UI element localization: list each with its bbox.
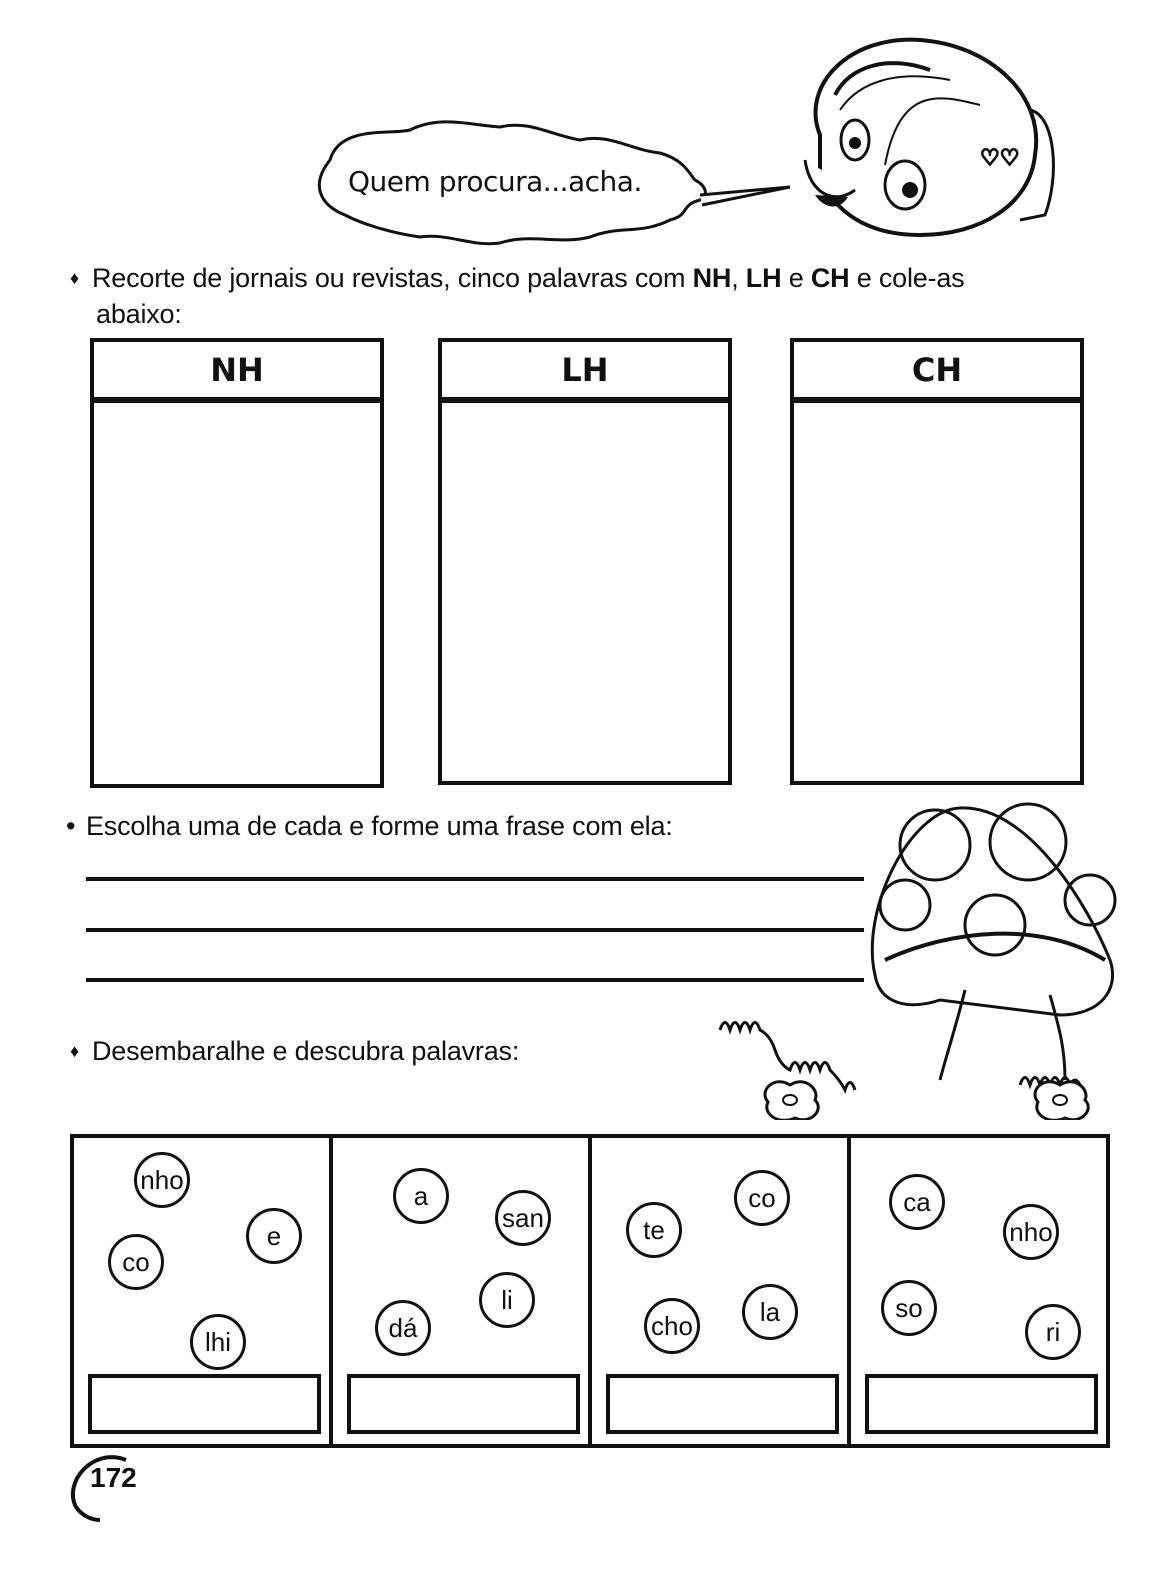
unscramble-group-3 [592,1138,851,1444]
paste-box-lh[interactable] [438,338,732,785]
mushroom-icon [710,790,1130,1120]
girl-face-illustration [780,25,1060,245]
syllable-circle: lhi [190,1314,246,1370]
column-header-nh: NH [94,342,380,403]
paste-box-ch[interactable] [790,338,1084,785]
page-number: 172 [90,1462,137,1493]
flower-left [765,1082,818,1120]
speech-bubble [300,105,800,255]
syllable-circle: co [108,1234,164,1290]
flower-right [1035,1082,1088,1120]
unscramble-group-2 [333,1138,592,1444]
diamond-bullet-icon: ♦ [70,268,79,288]
page-number-badge [68,1452,158,1522]
column-header-lh: LH [442,342,728,403]
speech-bubble-text: Quem procura...acha. [348,165,642,198]
syllable-circle: a [393,1168,449,1224]
syllable-circle: te [626,1202,682,1258]
syllable-circle: li [479,1272,535,1328]
syllable-circle: la [742,1284,798,1340]
diamond-bullet-icon: ♦ [70,1041,79,1061]
answer-box-4[interactable] [865,1374,1098,1434]
unscramble-group-4 [851,1138,1106,1444]
unscramble-grid [70,1134,1110,1448]
syllable-circle: nho [134,1152,190,1208]
instruction-form-sentence: • Escolha uma de cada e forme uma frase com ela: [66,808,673,844]
svg-text:♡♡: ♡♡ [980,145,1020,170]
syllable-circle: ca [889,1174,945,1230]
syllable-circle: cho [644,1298,700,1354]
instruction-cut-words: ♦ Recorte de jornais ou revistas, cinco palavras com NH, LH e CH e cole-as abaixo: [70,260,1120,332]
syllable-circle: dá [375,1300,431,1356]
girl-face-icon [780,25,1060,245]
syllable-circle: co [734,1170,790,1226]
paste-box-nh[interactable] [90,338,384,788]
syllable-circle: so [881,1280,937,1336]
mushroom-illustration [710,790,1130,1120]
answer-box-2[interactable] [347,1374,580,1434]
column-header-ch: CH [794,342,1080,403]
syllable-circle: ri [1025,1304,1081,1360]
syllable-circle: san [495,1190,551,1246]
dot-bullet-icon: • [66,811,76,841]
syllable-circle: e [246,1208,302,1264]
instruction-unscramble: ♦ Desembaralhe e descubra palavras: [70,1033,519,1069]
syllable-circle: nho [1003,1204,1059,1260]
answer-box-3[interactable] [606,1374,839,1434]
unscramble-group-1 [74,1138,333,1444]
answer-box-1[interactable] [88,1374,321,1434]
